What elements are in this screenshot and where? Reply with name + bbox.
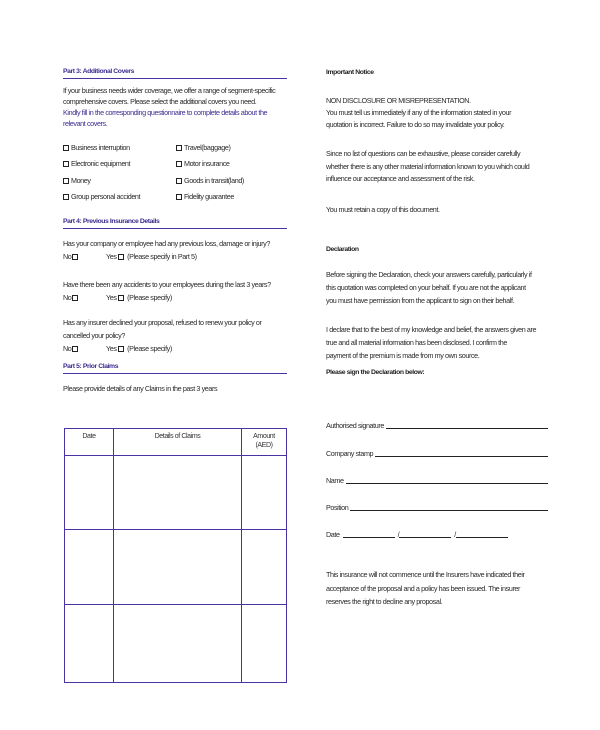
declaration-heading: Declaration <box>326 246 359 253</box>
field-label: Company stamp <box>326 449 374 458</box>
yes-label: Yes <box>106 344 117 353</box>
col-details: Details of Claims <box>114 429 242 456</box>
name-field[interactable] <box>326 476 548 485</box>
cover-label: Travel(baggage) <box>184 143 231 152</box>
question: cancelled your policy? <box>63 331 125 340</box>
question: Has any insurer declined your proposal, refused to renew your policy or <box>63 318 262 327</box>
checkbox[interactable] <box>63 178 69 184</box>
specify-note: (Please specify) <box>127 344 172 353</box>
answer-row <box>106 252 197 261</box>
company-stamp-field[interactable] <box>326 449 548 458</box>
notice-text: quotation is incorrect. Failure to do so may invalidate your policy. <box>326 120 505 129</box>
no-checkbox[interactable] <box>72 254 78 260</box>
question: Have there been any accidents to your employees during the last 3 years? <box>63 280 271 289</box>
specify-note: (Please specify in Part 5) <box>127 252 197 261</box>
checkbox[interactable] <box>176 194 182 200</box>
footer-text: This insurance will not commence until the Insurers have indicated their <box>326 570 525 579</box>
notice-text: Since no list of questions can be exhaustive, please consider carefully <box>326 149 521 158</box>
cell[interactable] <box>65 456 114 530</box>
checkbox[interactable] <box>176 161 182 167</box>
part5-intro: Please provide details of any Claims in the past 3 years <box>63 384 218 393</box>
declaration-text: I declare that to the best of my knowledge and belief, the answers given are <box>326 325 537 334</box>
cover-option[interactable] <box>176 143 230 152</box>
claims-table <box>64 428 287 683</box>
signature-line[interactable] <box>386 421 548 429</box>
divider <box>63 373 287 374</box>
stamp-line[interactable] <box>375 449 548 457</box>
date-month-line[interactable] <box>399 530 451 538</box>
col-amount-label: Amount <box>253 433 275 440</box>
yes-label: Yes <box>106 252 117 261</box>
table-row <box>65 456 287 530</box>
field-label: Authorised signature <box>326 421 384 430</box>
date-day-line[interactable] <box>343 530 395 538</box>
date-field[interactable] <box>326 530 508 539</box>
field-label: Name <box>326 476 344 485</box>
cover-option[interactable] <box>63 159 130 168</box>
sign-heading: Please sign the Declaration below: <box>326 369 425 376</box>
declaration-text: payment of the premium is made from my own source. <box>326 351 480 360</box>
cell[interactable] <box>65 530 114 605</box>
question: Has your company or employee had any previous loss, damage or injury? <box>63 239 270 248</box>
col-date: Date <box>65 429 114 456</box>
table-row <box>65 530 287 605</box>
part3-note: relevant covers. <box>63 119 108 128</box>
cell[interactable] <box>242 530 287 605</box>
no-label: No <box>63 344 72 353</box>
cell[interactable] <box>242 456 287 530</box>
cover-option[interactable] <box>176 159 230 168</box>
cell[interactable] <box>65 605 114 683</box>
cover-label: Business interruption <box>71 143 130 152</box>
col-amount <box>242 429 287 456</box>
cell[interactable] <box>114 530 242 605</box>
date-separator: / <box>454 530 456 539</box>
cover-option[interactable] <box>176 176 244 185</box>
notice-text: You must retain a copy of this document. <box>326 205 440 214</box>
notice-text: influence our acceptance and assessment of the risk. <box>326 174 475 183</box>
footer-text: acceptance of the proposal and a policy has been issued. The insurer <box>326 584 521 593</box>
footer-text: reserves the right to decline any proposal. <box>326 597 443 606</box>
checkbox[interactable] <box>63 194 69 200</box>
field-label: Position <box>326 503 349 512</box>
notice-text: whether there is any other material information known to you which could <box>326 162 530 171</box>
cell[interactable] <box>242 605 287 683</box>
signature-field[interactable] <box>326 421 548 430</box>
checkbox[interactable] <box>176 145 182 151</box>
divider <box>63 78 287 79</box>
answer-row <box>63 344 80 353</box>
part5-heading: Part 5: Prior Claims <box>63 363 119 370</box>
declaration-text: you must have permission from the applicant to sign on their behalf. <box>326 296 515 305</box>
name-line[interactable] <box>346 476 548 484</box>
declaration-text: this quotation was completed on your behalf. If you are not the applicant <box>326 283 526 292</box>
yes-checkbox[interactable] <box>118 254 124 260</box>
no-label: No <box>63 293 72 302</box>
cover-label: Group personal accident <box>71 192 141 201</box>
cover-label: Money <box>71 176 91 185</box>
checkbox[interactable] <box>63 161 69 167</box>
part3-intro: If your business needs wider coverage, we offer a range of segment-specific <box>63 86 276 95</box>
cover-label: Goods in transit(land) <box>184 176 244 185</box>
no-checkbox[interactable] <box>72 295 78 301</box>
declaration-text: true and all material information has been disclosed. I confirm the <box>326 338 507 347</box>
declaration-text: Before signing the Declaration, check your answers carefully, particularly if <box>326 270 532 279</box>
table-row <box>65 605 287 683</box>
checkbox[interactable] <box>176 178 182 184</box>
cover-label: Motor insurance <box>184 159 230 168</box>
cover-option[interactable] <box>176 192 234 201</box>
answer-row <box>63 252 80 261</box>
cover-option[interactable] <box>63 192 140 201</box>
cover-label: Fidelity guarantee <box>184 192 234 201</box>
notice-text: You must tell us immediately if any of the information stated in your <box>326 108 512 117</box>
cover-option[interactable] <box>63 176 91 185</box>
cover-option[interactable] <box>63 143 130 152</box>
date-year-line[interactable] <box>456 530 508 538</box>
position-field[interactable] <box>326 503 548 512</box>
date-separator: / <box>397 530 400 539</box>
checkbox[interactable] <box>63 145 69 151</box>
part3-note: Kindly fill in the corresponding questionnaire to complete details about the <box>63 108 268 117</box>
position-line[interactable] <box>350 503 548 511</box>
yes-label: Yes <box>106 293 117 302</box>
no-label: No <box>63 252 72 261</box>
part3-heading: Part 3: Additional Covers <box>63 68 134 75</box>
notice-heading: Important Notice <box>326 69 374 76</box>
notice-title: NON DISCLOSURE OR MISREPRESENTATION. <box>326 96 471 105</box>
field-label: Date <box>326 530 340 539</box>
answer-row <box>106 293 172 302</box>
specify-note: (Please specify) <box>127 293 172 302</box>
col-amount-unit: (AED) <box>255 442 273 449</box>
divider <box>63 228 287 229</box>
cell[interactable] <box>114 456 242 530</box>
cover-label: Electronic equipment <box>71 159 131 168</box>
part4-heading: Part 4: Previous Insurance Details <box>63 218 160 225</box>
yes-checkbox[interactable] <box>118 295 124 301</box>
yes-checkbox[interactable] <box>118 346 124 352</box>
cell[interactable] <box>114 605 242 683</box>
part3-intro: comprehensive covers. Please select the additional covers you need. <box>63 97 257 106</box>
no-checkbox[interactable] <box>72 346 78 352</box>
answer-row <box>106 344 172 353</box>
answer-row <box>63 293 80 302</box>
